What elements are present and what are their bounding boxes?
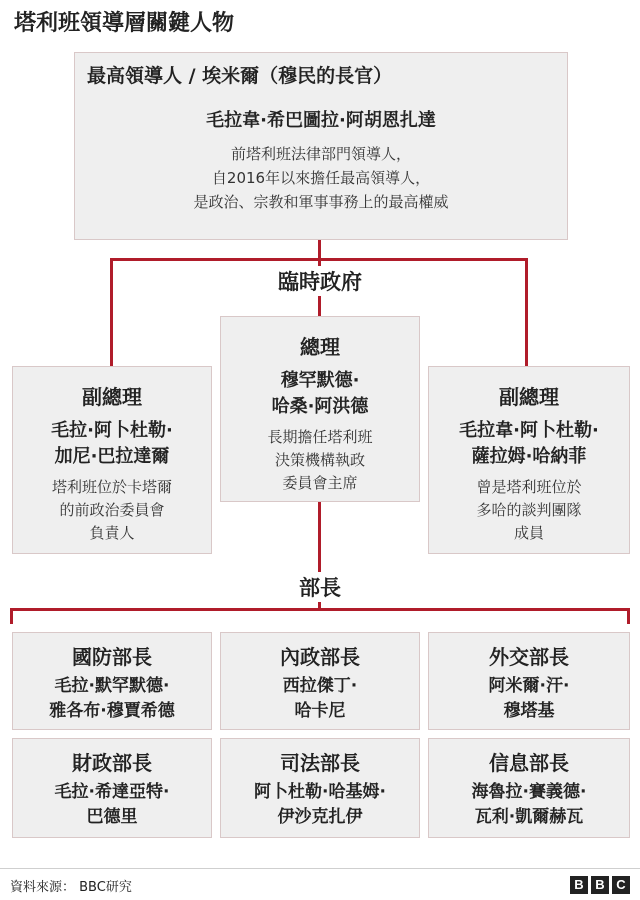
deputy-pm-left-desc-line: 塔利班位於卡塔爾 — [51, 478, 172, 496]
deputy-pm-right-role: 副總理 — [499, 385, 559, 409]
minister-name-line: 瓦利·凱爾赫瓦 — [474, 807, 584, 827]
prime-minister-box — [220, 316, 420, 502]
minister-name-line: 阿米爾·汗· — [488, 676, 570, 696]
deputy-pm-left-name-line: 加尼·巴拉達爾 — [54, 446, 170, 467]
supreme-leader-box — [74, 52, 568, 240]
minister-name — [13, 780, 211, 830]
minister-name-line: 毛拉·默罕默德· — [54, 676, 170, 696]
deputy-pm-left-desc-line: 負責人 — [89, 524, 135, 542]
footer-divider — [0, 868, 640, 869]
supreme-leader-name: 毛拉韋·希巴圖拉·阿胡恩扎達 — [206, 110, 436, 131]
bbc-logo-letter: B — [570, 876, 588, 894]
deputy-pm-left-name-line: 毛拉·阿卜杜勒· — [51, 420, 173, 441]
deputy-pm-left-box — [12, 366, 212, 554]
minister-name-line: 巴德里 — [86, 807, 138, 827]
minister-name-line: 西拉傑丁· — [282, 676, 358, 696]
minister-role: 財政部長 — [72, 751, 152, 775]
minister-box-justice — [220, 738, 420, 838]
minister-name — [221, 780, 419, 830]
minister-box-foreign — [428, 632, 630, 730]
deputy-pm-right-box — [428, 366, 630, 554]
connector-ministers-left — [10, 608, 13, 624]
minister-name-line: 伊沙克扎伊 — [277, 807, 363, 827]
prime-minister-name — [221, 368, 419, 420]
deputy-pm-left-desc-line: 的前政治委員會 — [59, 501, 165, 519]
minister-role: 信息部長 — [489, 751, 569, 775]
connector-leader-down — [318, 238, 321, 260]
minister-box-finance — [12, 738, 212, 838]
bbc-logo — [570, 876, 630, 894]
prime-minister-desc — [221, 426, 419, 495]
connector-ministers-right — [627, 608, 630, 624]
minister-role: 司法部長 — [280, 751, 360, 775]
minister-box-information — [428, 738, 630, 838]
minister-name — [429, 780, 629, 830]
source-text: 資料來源： BBC研究 — [10, 880, 132, 895]
prime-minister-role: 總理 — [300, 335, 340, 359]
ministers-label: 部長 — [282, 572, 358, 602]
deputy-pm-left-role: 副總理 — [82, 385, 142, 409]
deputy-pm-right-desc — [429, 476, 629, 545]
prime-minister-name-line: 哈桑·阿洪德 — [271, 396, 369, 417]
minister-name-line: 毛拉·希達亞特· — [54, 782, 170, 802]
minister-name-line: 海魯拉·賽義德· — [471, 782, 587, 802]
deputy-pm-right-desc-line: 多哈的談判團隊 — [476, 501, 582, 519]
minister-box-defence — [12, 632, 212, 730]
supreme-leader-desc — [75, 142, 567, 214]
deputy-pm-right-name-line: 薩拉姆·哈納菲 — [471, 446, 587, 467]
prime-minister-desc-line: 長期擔任塔利班 — [267, 428, 373, 446]
interim-government-label: 臨時政府 — [254, 266, 386, 296]
minister-name-line: 阿卜杜勒·哈基姆· — [254, 782, 386, 802]
connector-left-deputy — [110, 258, 113, 366]
prime-minister-desc-line: 決策機構執政 — [274, 451, 365, 469]
page-title: 塔利班領導層關鍵人物 — [14, 11, 235, 36]
bbc-logo-letter: B — [591, 876, 609, 894]
minister-name — [429, 674, 629, 724]
minister-box-interior — [220, 632, 420, 730]
supreme-leader-desc-line: 是政治、宗教和軍事事務上的最高權威 — [193, 193, 449, 211]
minister-role: 外交部長 — [489, 645, 569, 669]
deputy-pm-right-name-line: 毛拉韋·阿卜杜勒· — [459, 420, 599, 441]
deputy-pm-right-name — [429, 418, 629, 470]
prime-minister-name-line: 穆罕默德· — [280, 370, 360, 391]
deputy-pm-left-name — [13, 418, 211, 470]
minister-name-line: 哈卡尼 — [294, 701, 346, 721]
deputy-pm-left-desc — [13, 476, 211, 545]
connector-ministers-horizontal — [10, 608, 630, 611]
prime-minister-desc-line: 委員會主席 — [282, 474, 358, 492]
minister-name — [221, 674, 419, 724]
minister-name — [13, 674, 211, 724]
connector-right-deputy — [525, 258, 528, 366]
bbc-logo-letter: C — [612, 876, 630, 894]
supreme-leader-desc-line: 前塔利班法律部門領導人， — [230, 145, 411, 163]
deputy-pm-right-desc-line: 成員 — [513, 524, 544, 542]
minister-name-line: 雅各布·穆賈希德 — [49, 701, 175, 721]
supreme-leader-desc-line: 自2016年以來擔任最高領導人， — [211, 169, 431, 187]
supreme-leader-role: 最高領導人 / 埃米爾（穆民的長官） — [87, 65, 393, 87]
minister-name-line: 穆塔基 — [503, 701, 555, 721]
deputy-pm-right-desc-line: 曾是塔利班位於 — [476, 478, 582, 496]
minister-role: 內政部長 — [280, 645, 360, 669]
minister-role: 國防部長 — [72, 645, 152, 669]
